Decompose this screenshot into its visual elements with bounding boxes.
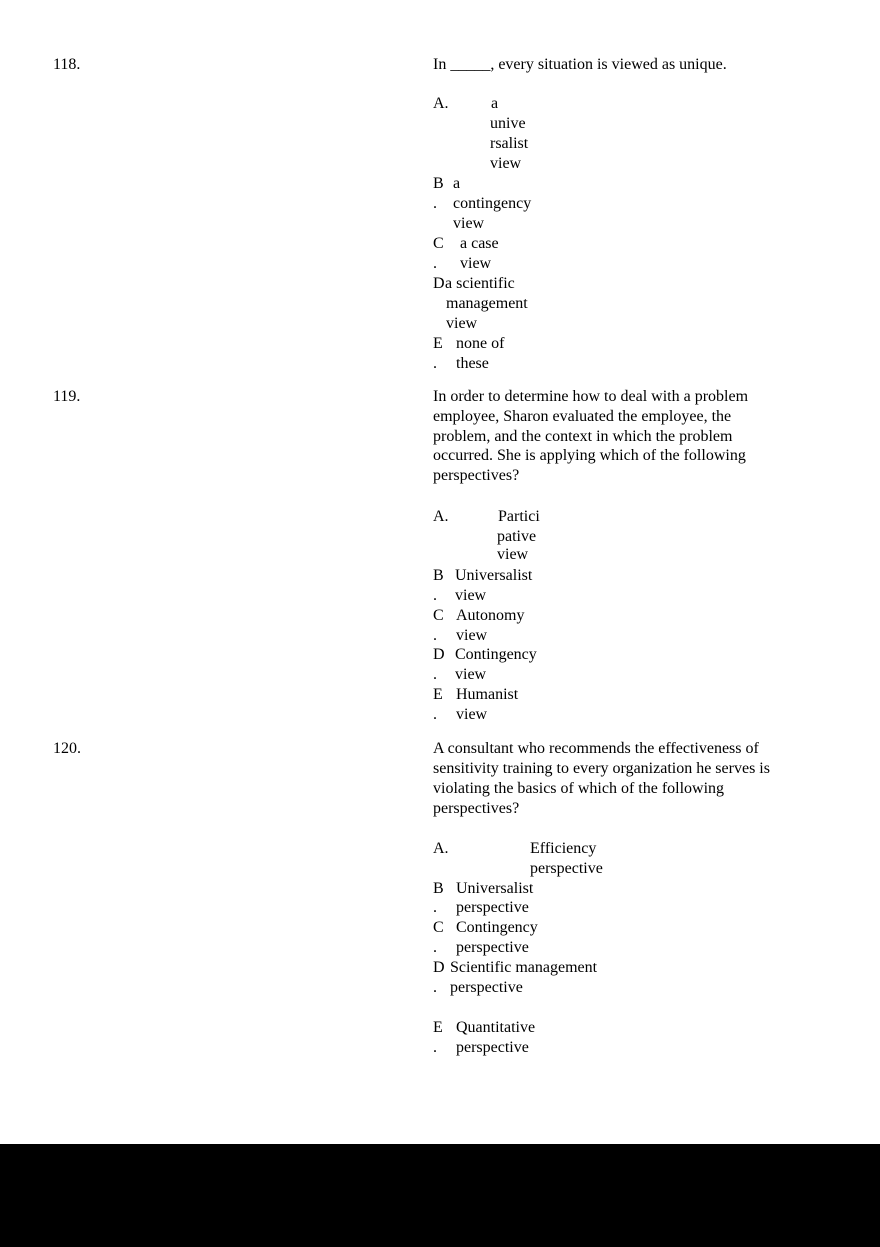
option-dot: . — [433, 587, 437, 604]
option-letter: C — [433, 919, 444, 936]
stem-line: employee, Sharon evaluated the employee, the — [433, 408, 732, 425]
stem-line: sensitivity training to every organization he serves is — [433, 760, 770, 777]
option-text-line: Partici — [498, 508, 540, 525]
option-letter: D — [433, 646, 445, 663]
option-dot: . — [433, 627, 437, 644]
option-text-line: view — [490, 155, 522, 172]
option-text-line: perspective — [450, 979, 523, 996]
option-letter: B — [433, 567, 444, 584]
option-text-line: management — [446, 295, 528, 312]
option-text-line: view — [497, 546, 529, 563]
option-text-line: pative — [497, 528, 537, 545]
option-letter: E — [433, 1019, 443, 1036]
option-text-line: Contingency — [456, 919, 538, 936]
option-text-line: Autonomy — [456, 607, 525, 624]
option-letter: E — [433, 335, 443, 352]
option-letter: E — [433, 686, 443, 703]
option-text-line: view — [453, 215, 485, 232]
option-letter: A. — [433, 840, 449, 857]
option-text-line: none of — [456, 335, 505, 352]
option-text-line: these — [456, 355, 489, 372]
stem-line: occurred. She is applying which of the following — [433, 447, 746, 464]
option-dot: . — [433, 195, 437, 212]
question-number: 119. — [53, 388, 81, 405]
option-text-line: Efficiency — [530, 840, 597, 857]
option-text-line: a case — [460, 235, 499, 252]
option-dot: . — [433, 1039, 437, 1056]
option-letter: B — [433, 880, 444, 897]
option-text-line: view — [455, 666, 487, 683]
stem-line: In order to determine how to deal with a problem — [433, 388, 749, 405]
option-dot: . — [433, 939, 437, 956]
option-text-line: view — [455, 587, 487, 604]
option-text-line: a — [453, 175, 461, 192]
stem-line: violating the basics of which of the following — [433, 780, 725, 797]
stem-line: perspectives? — [433, 800, 520, 817]
stem-line: perspectives? — [433, 467, 520, 484]
option-text-line: Humanist — [456, 686, 519, 703]
option-letter: C — [433, 607, 444, 624]
option-text-line: view — [456, 627, 488, 644]
option-letter: C — [433, 235, 444, 252]
option-text-line: a — [491, 95, 499, 112]
option-dot: . — [433, 706, 437, 723]
option-letter: A. — [433, 508, 449, 525]
option-text-line: contingency — [453, 195, 532, 212]
option-text-line: unive — [490, 115, 526, 132]
option-text-line: perspective — [530, 860, 603, 877]
option-letter: D — [433, 275, 445, 292]
option-text-line: view — [446, 315, 478, 332]
option-dot: . — [433, 979, 437, 996]
option-text-line: Universalist — [455, 567, 533, 584]
option-letter: A. — [433, 95, 449, 112]
question-number: 120. — [53, 740, 81, 757]
option-dot: . — [433, 255, 437, 272]
black-footer-bar — [0, 1144, 880, 1247]
stem-line: problem, and the context in which the problem — [433, 428, 733, 445]
option-text-line: perspective — [456, 939, 529, 956]
option-dot: . — [433, 666, 437, 683]
question-number: 118. — [53, 56, 81, 73]
option-text-line: Scientific management — [450, 959, 598, 976]
option-text-line: view — [456, 706, 488, 723]
option-text-line: perspective — [456, 899, 529, 916]
option-text-line: Quantitative — [456, 1019, 536, 1036]
option-letter: B — [433, 175, 444, 192]
option-letter: D — [433, 959, 445, 976]
option-text-line: a scientific — [445, 275, 515, 292]
option-text-line: perspective — [456, 1039, 529, 1056]
option-text-line: Contingency — [455, 646, 537, 663]
option-dot: . — [433, 899, 437, 916]
option-text-line: Universalist — [456, 880, 534, 897]
stem-line: A consultant who recommends the effectiveness of — [433, 740, 759, 757]
option-text-line: view — [460, 255, 492, 272]
option-text-line: rsalist — [490, 135, 529, 152]
question-stem: In _____, every situation is viewed as unique. — [433, 56, 727, 73]
option-dot: . — [433, 355, 437, 372]
